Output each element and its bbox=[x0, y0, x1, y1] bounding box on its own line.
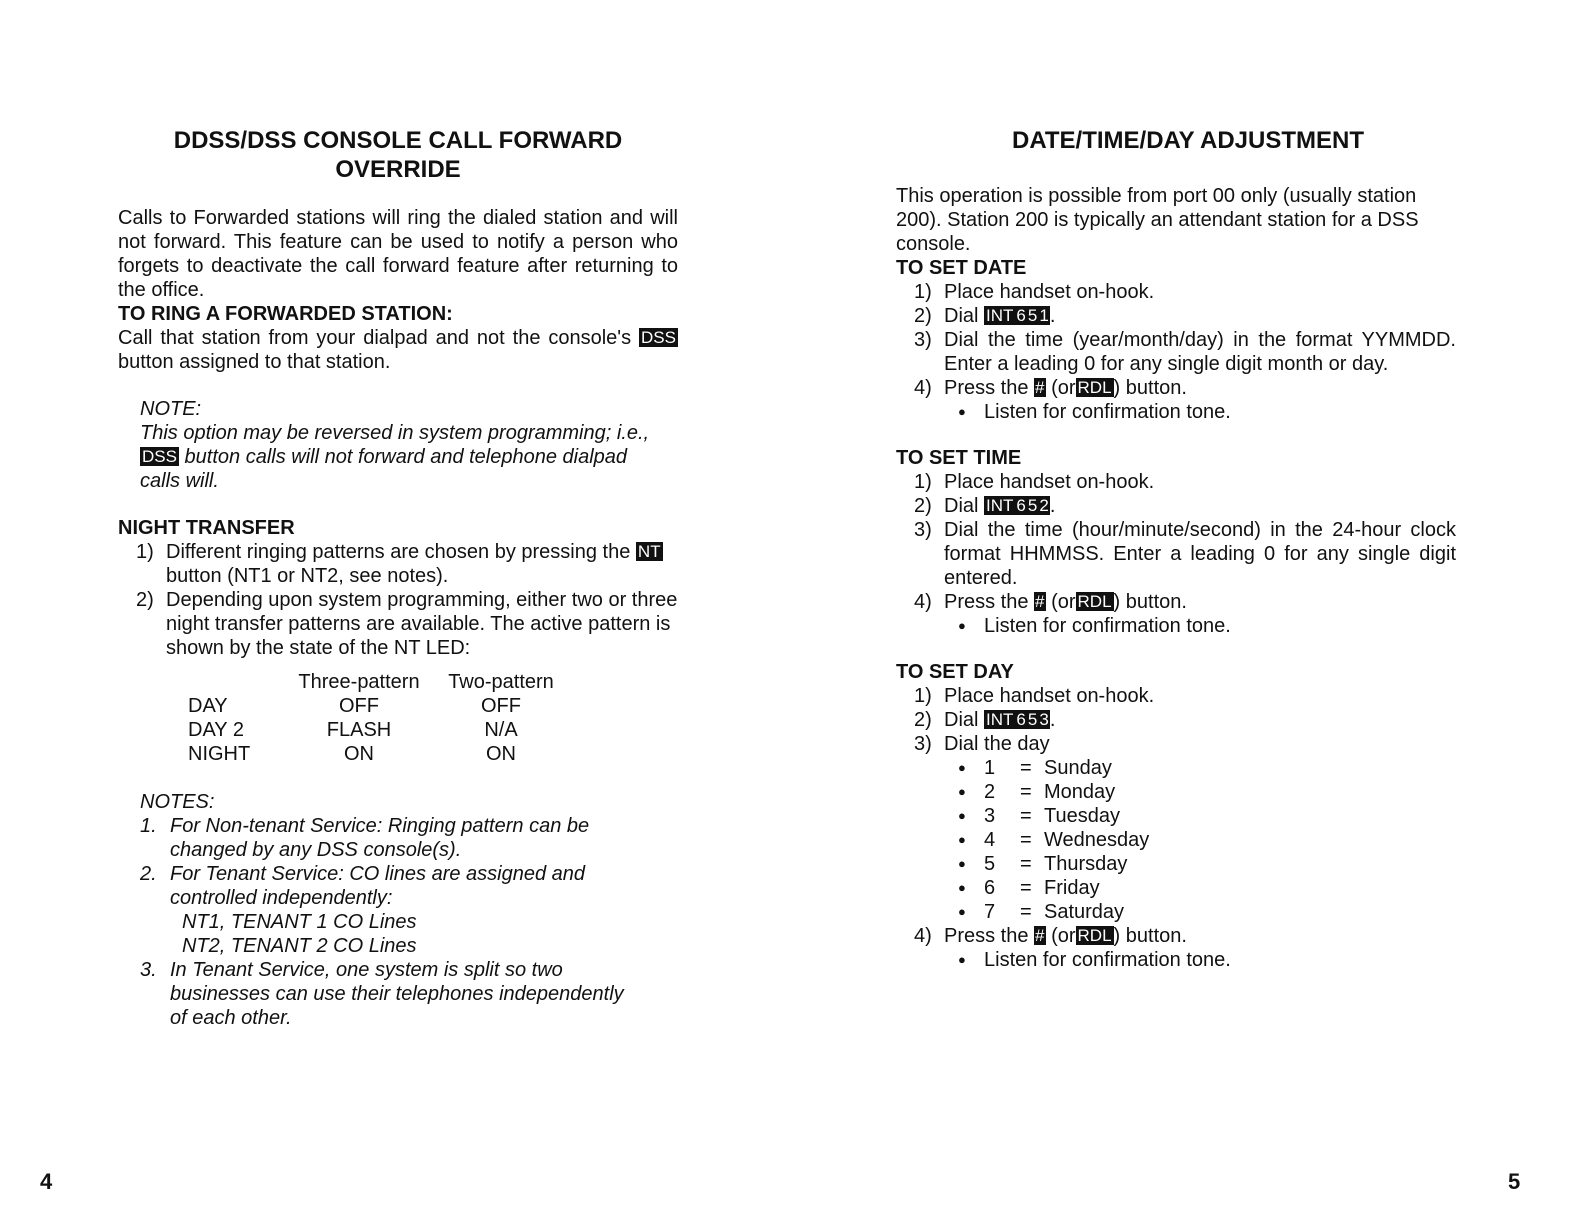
table-header-row bbox=[188, 670, 568, 694]
dss-key: DSS bbox=[142, 447, 177, 466]
step-number: 3) bbox=[914, 329, 932, 351]
step-number: 1) bbox=[914, 685, 932, 707]
page-number-left: 4 bbox=[40, 1169, 53, 1194]
day-code: 1 bbox=[984, 757, 996, 779]
equals-sign: = bbox=[1020, 829, 1032, 851]
list-item bbox=[896, 280, 1456, 304]
note-text: In Tenant Service, one system is split so two businesses can use their telephones independently of each other. bbox=[170, 959, 624, 1029]
day-name: Monday bbox=[1044, 781, 1116, 803]
list-item bbox=[110, 862, 640, 958]
equals-sign: = bbox=[1020, 901, 1032, 923]
right-page-title: DATE/TIME/DAY ADJUSTMENT bbox=[1011, 127, 1365, 154]
pattern-table bbox=[188, 670, 568, 766]
step-number: 4) bbox=[914, 925, 932, 947]
note-number: 2. bbox=[140, 863, 157, 885]
step-text: Depending upon system programming, either two or three night transfer patterns are available. The active pattern is shown by the state of the NT LED: bbox=[166, 589, 678, 659]
step-text: Press the bbox=[944, 591, 1029, 613]
step-number: 2) bbox=[914, 305, 932, 327]
set-day-heading: TO SET DAY bbox=[896, 661, 1014, 683]
set-date-bullets bbox=[896, 400, 1456, 424]
step-text: Place handset on-hook. bbox=[944, 685, 1155, 707]
note-text-b: button calls will not forward and telephone dialpad calls will. bbox=[140, 446, 628, 492]
list-item bbox=[944, 756, 1456, 780]
note-block bbox=[140, 397, 650, 493]
step-number: 1) bbox=[914, 281, 932, 303]
digit-key: 1 bbox=[1039, 306, 1049, 325]
set-date-heading: TO SET DATE bbox=[896, 257, 1027, 279]
table-cell: ON bbox=[344, 743, 374, 765]
list-item: 2) Dial INT 6 5 1. bbox=[914, 305, 1056, 327]
table-cell: DAY bbox=[188, 695, 228, 717]
dss-key: DSS bbox=[641, 328, 676, 347]
equals-sign: = bbox=[1020, 805, 1032, 827]
list-item bbox=[944, 900, 1456, 924]
digit-key: 3 bbox=[1039, 710, 1049, 729]
note-number: 1. bbox=[140, 815, 157, 837]
step-text: Dial the day bbox=[944, 733, 1050, 755]
list-item bbox=[110, 814, 640, 862]
notes-block bbox=[140, 790, 640, 1030]
step-number: 3) bbox=[914, 733, 932, 755]
ring-text-b: button assigned to that station. bbox=[118, 351, 391, 373]
title-line-1: DDSS/DSS CONSOLE CALL FORWARD bbox=[173, 127, 623, 154]
table-cell: OFF bbox=[481, 695, 521, 717]
list-item: ● Listen for confirmation tone. bbox=[944, 614, 1456, 638]
table-header bbox=[188, 670, 284, 694]
equals-sign: = bbox=[1020, 877, 1032, 899]
step-number: 1) bbox=[136, 541, 154, 563]
step-text: Place handset on-hook. bbox=[944, 281, 1155, 303]
step-text: Different ringing patterns are chosen by pressing the bbox=[166, 541, 631, 563]
list-item bbox=[896, 924, 1456, 948]
table-cell: FLASH bbox=[326, 719, 392, 741]
table-cell: ON bbox=[486, 743, 516, 765]
right-intro bbox=[896, 184, 1456, 256]
note-label: NOTE: bbox=[140, 398, 202, 420]
note-text-a: This option may be reversed in system programming; i.e., bbox=[140, 422, 650, 444]
day-name: Tuesday bbox=[1044, 805, 1120, 827]
table-row bbox=[188, 694, 568, 718]
day-codes-list bbox=[896, 756, 1456, 924]
set-date-steps bbox=[896, 280, 1456, 400]
list-item bbox=[896, 684, 1456, 708]
step-text: Dial bbox=[944, 495, 979, 517]
table-header: Two-pattern bbox=[448, 671, 554, 693]
step-text: (or bbox=[1051, 591, 1076, 613]
day-code: 3 bbox=[984, 805, 996, 827]
day-code: 6 bbox=[984, 877, 996, 899]
day-code: 2 bbox=[984, 781, 996, 803]
pattern-table-wrap bbox=[118, 670, 678, 766]
table-cell: NIGHT bbox=[188, 743, 251, 765]
pound-key: # bbox=[1035, 378, 1045, 397]
set-day-steps-cont bbox=[896, 924, 1456, 948]
set-time-steps bbox=[896, 470, 1456, 614]
night-heading: NIGHT TRANSFER bbox=[118, 517, 295, 539]
title-line-2: OVERRIDE bbox=[335, 156, 461, 183]
rdl-key: RDL bbox=[1077, 926, 1112, 945]
set-time-heading: TO SET TIME bbox=[896, 447, 1022, 469]
step-text: ) button. bbox=[1113, 591, 1187, 613]
table-cell: DAY 2 bbox=[188, 719, 244, 741]
list-item bbox=[896, 328, 1456, 376]
left-page-title bbox=[118, 126, 678, 184]
step-text: Dial bbox=[944, 709, 979, 731]
note-text: For Non-tenant Service: Ringing pattern can be changed by any DSS console(s). bbox=[170, 815, 590, 861]
list-item bbox=[896, 470, 1456, 494]
set-date-section bbox=[896, 256, 1456, 424]
step-number: 2) bbox=[136, 589, 154, 611]
step-number: 3) bbox=[914, 519, 932, 541]
step-text: Place handset on-hook. bbox=[944, 471, 1155, 493]
step-text: (or bbox=[1051, 925, 1076, 947]
table-cell: OFF bbox=[339, 695, 379, 717]
set-day-section bbox=[896, 660, 1456, 972]
list-item bbox=[944, 876, 1456, 900]
note-number: 3. bbox=[140, 959, 157, 981]
set-time-section bbox=[896, 446, 1456, 638]
list-item bbox=[118, 588, 678, 660]
night-steps bbox=[118, 540, 678, 660]
list-item bbox=[896, 376, 1456, 400]
step-text: Dial the time (year/month/day) in the format YYMMDD. Enter a leading 0 for any single digit month or day. bbox=[944, 329, 1456, 375]
digit-key: 5 bbox=[1027, 710, 1038, 729]
nt-key: NT bbox=[637, 542, 661, 561]
digit-key: 6 bbox=[1016, 496, 1026, 515]
table-row bbox=[188, 742, 568, 766]
day-name: Saturday bbox=[1044, 901, 1125, 923]
rdl-key: RDL bbox=[1077, 378, 1112, 397]
table-header: Three-pattern bbox=[298, 671, 420, 693]
step-text: Dial bbox=[944, 305, 979, 327]
table-cell: N/A bbox=[484, 719, 518, 741]
equals-sign: = bbox=[1020, 757, 1032, 779]
day-name: Wednesday bbox=[1044, 829, 1150, 851]
day-code: 7 bbox=[984, 901, 996, 923]
int-key: INT bbox=[986, 496, 1014, 515]
list-item: ● Listen for confirmation tone. bbox=[944, 948, 1456, 972]
night-transfer-section bbox=[118, 516, 678, 660]
day-name: Sunday bbox=[1044, 757, 1112, 779]
list-item: 2) Dial INT 6 5 3. bbox=[914, 709, 1056, 731]
day-code: 4 bbox=[984, 829, 996, 851]
ring-text-a: Call that station from your dialpad and not the console's bbox=[118, 327, 632, 349]
step-number: 4) bbox=[914, 377, 932, 399]
ring-section bbox=[118, 302, 678, 374]
step-text: ) button. bbox=[1113, 925, 1187, 947]
step-text: Dial the time (hour/minute/second) in the 24-hour clock format HHMMSS. Enter a leading 0 for any single digit entered. bbox=[944, 519, 1456, 589]
step-text: button (NT1 or NT2, see notes). bbox=[166, 565, 449, 587]
note-text: For Tenant Service: CO lines are assigned and controlled independently: bbox=[170, 863, 586, 909]
step-number: 1) bbox=[914, 471, 932, 493]
rdl-key: RDL bbox=[1077, 592, 1112, 611]
digit-key: 2 bbox=[1039, 496, 1049, 515]
intro-text: This operation is possible from port 00 only (usually station 200). Station 200 is typically an attendant station for a DSS console. bbox=[896, 185, 1419, 255]
list-item bbox=[896, 732, 1456, 756]
set-day-steps bbox=[896, 684, 1456, 756]
ring-heading: TO RING A FORWARDED STATION: bbox=[118, 303, 453, 325]
day-name: Thursday bbox=[1044, 853, 1128, 875]
step-text: Press the bbox=[944, 377, 1029, 399]
list-item bbox=[110, 958, 640, 1030]
step-text: (or bbox=[1051, 377, 1076, 399]
list-item bbox=[118, 540, 678, 588]
digit-key: 6 bbox=[1016, 710, 1026, 729]
intro-paragraph bbox=[118, 206, 678, 302]
notes-list bbox=[110, 814, 640, 1030]
step-number: 2) bbox=[914, 495, 932, 517]
equals-sign: = bbox=[1020, 781, 1032, 803]
step-number: 4) bbox=[914, 591, 932, 613]
intro-text: Calls to Forwarded stations will ring the dialed station and will not forward. This feature can be used to notify a person who forgets to deactivate the call forward feature after returning to the office. bbox=[118, 207, 678, 301]
set-time-bullets bbox=[896, 614, 1456, 638]
list-item bbox=[944, 780, 1456, 804]
equals-sign: = bbox=[1020, 853, 1032, 875]
page-number-right: 5 bbox=[1508, 1169, 1521, 1194]
digit-key: 6 bbox=[1016, 306, 1026, 325]
digit-key: 5 bbox=[1027, 496, 1038, 515]
pound-key: # bbox=[1035, 926, 1045, 945]
list-item bbox=[944, 804, 1456, 828]
set-day-bullets bbox=[896, 948, 1456, 972]
int-key: INT bbox=[986, 710, 1014, 729]
day-code: 5 bbox=[984, 853, 996, 875]
int-key: INT bbox=[986, 306, 1014, 325]
digit-key: 5 bbox=[1027, 306, 1038, 325]
table-row bbox=[188, 718, 568, 742]
list-item bbox=[896, 518, 1456, 590]
pound-key: # bbox=[1035, 592, 1045, 611]
list-item bbox=[944, 828, 1456, 852]
notes-label: NOTES: bbox=[140, 791, 215, 813]
note-subline: NT1, TENANT 1 CO Lines bbox=[182, 911, 417, 933]
note-subline: NT2, TENANT 2 CO Lines bbox=[182, 935, 417, 957]
step-number: 2) bbox=[914, 709, 932, 731]
step-text: ) button. bbox=[1113, 377, 1187, 399]
day-name: Friday bbox=[1044, 877, 1100, 899]
step-text: Press the bbox=[944, 925, 1029, 947]
list-item: ● Listen for confirmation tone. bbox=[944, 400, 1456, 424]
list-item bbox=[944, 852, 1456, 876]
list-item bbox=[896, 590, 1456, 614]
list-item: 2) Dial INT 6 5 2. bbox=[914, 495, 1056, 517]
